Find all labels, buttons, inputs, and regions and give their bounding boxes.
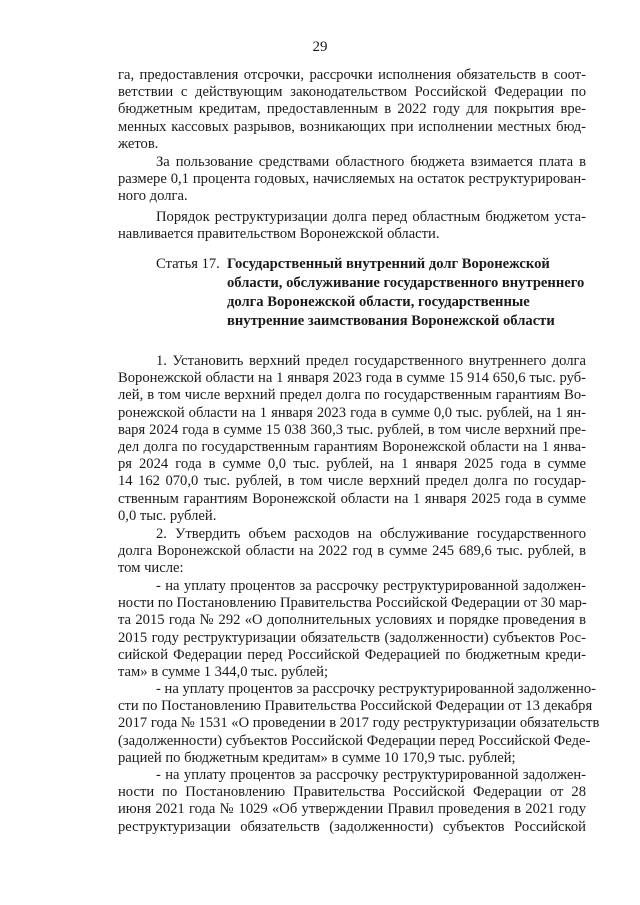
- article-title-line: области, обслуживание государственного внутреннего: [227, 275, 585, 291]
- text-line: та 2015 года № 292 «О дополнительных условиях и порядке проведения в: [118, 612, 586, 629]
- text-line: менных кассовых разрывов, возникающих при исполнении местных бюд-: [118, 118, 586, 135]
- text-line: - на уплату процентов за рассрочку реструктурированной задолженно-: [156, 681, 596, 697]
- text-line: га, предоставления отсрочки, рассрочки исполнения обязательств в соот-: [118, 67, 586, 83]
- text-line: лей, в том числе верхний предел долга по государственным гарантиям Во-: [118, 387, 586, 404]
- text-line: сти по Постановлению Правительства Российской Федерации от 13 декабря: [118, 698, 593, 715]
- text-line: там» в сумме 1 344,0 тыс. рублей;: [118, 663, 329, 680]
- clause-2-item-1: [118, 578, 586, 681]
- text-line: 2015 году реструктуризации обязательств (задолженности) субъектов Рос-: [118, 629, 586, 646]
- text-line: 14 162 070,0 тыс. рублей, в том числе верхний предел долга по государ-: [118, 473, 586, 490]
- article-label: Статья 17.: [156, 256, 220, 272]
- text-line: 0,0 тыс. рублей.: [118, 507, 217, 524]
- text-line: Порядок реструктуризации долга перед областным бюджетом уста-: [156, 209, 586, 225]
- text-line: Воронежской области на 1 января 2023 года в сумме 15 914 650,6 тыс. руб-: [118, 370, 586, 387]
- article-title-line: Государственный внутренний долг Воронежской: [227, 256, 550, 272]
- text-line: рацией по бюджетным кредитам» в сумме 10 170,9 тыс. рублей;: [118, 749, 516, 766]
- text-line: ря 2024 года в сумме 0,0 тыс. рублей, на 1 января 2025 года в сумме: [118, 456, 586, 473]
- text-line: жетов.: [118, 135, 159, 152]
- text-line: ности по Постановлению Правительства Российской Федерации от 28: [118, 784, 586, 801]
- clause-2: [118, 526, 586, 578]
- clause-1: [118, 353, 586, 525]
- paragraph-order: [118, 209, 586, 243]
- text-line: июня 2021 года № 1029 «Об утверждении Правил проведения в 2021 году: [118, 801, 586, 818]
- clause-2-item-3: [118, 767, 586, 836]
- text-line: - на уплату процентов за рассрочку реструктурированной задолжен-: [156, 578, 586, 594]
- text-line: размере 0,1 процента годовых, начисляемых на остаток реструктурирован-: [118, 171, 586, 188]
- text-line: дел долга по государственным гарантиям Воронежской области на 1 янва-: [118, 438, 586, 455]
- text-line: том числе:: [118, 560, 184, 577]
- text-line: ственным гарантиям Воронежской области на 1 января 2025 года в сумме: [118, 490, 586, 507]
- text-line: долга Воронежской области на 2022 год в сумме 245 689,6 тыс. рублей, в: [118, 543, 586, 560]
- text-line: варя 2024 года в сумме 15 038 360,3 тыс. рублей, в том числе верхний пре-: [118, 421, 586, 438]
- text-line: бюджетным кредитам, предоставленным в 2022 году для покрытия вре-: [118, 101, 586, 118]
- text-line: ного долга.: [118, 188, 188, 205]
- text-line: сийской Федерации перед Российской Федерацией по бюджетным креди-: [118, 646, 586, 663]
- text-line: ронежской области на 1 января 2023 года в сумме 0,0 тыс. рублей, на 1 ян-: [118, 404, 586, 421]
- text-line: ности по Постановлению Правительства Российской Федерации от 30 мар-: [118, 595, 587, 612]
- text-line: ветствии с действующим законодательством Российской Федерации по: [118, 84, 586, 101]
- paragraph-fee: [118, 154, 586, 206]
- page-number: 29: [312, 39, 328, 55]
- text-line: 2. Утвердить объем расходов на обслуживание государственного: [156, 526, 586, 542]
- text-line: 1. Установить верхний предел государственного внутреннего долга: [156, 353, 586, 369]
- article-title-line: внутренние заимствования Воронежской области: [227, 313, 555, 329]
- clause-2-item-2: [118, 681, 600, 767]
- text-line: (задолженности) субъектов Российской Федерации перед Российской Феде-: [118, 732, 591, 749]
- text-line: навливается правительством Воронежской области.: [118, 226, 440, 243]
- text-line: За пользование средствами областного бюджета взимается плата в: [156, 154, 586, 170]
- text-line: реструктуризации обязательств (задолженности) субъектов Российской: [118, 818, 586, 835]
- text-line: 2017 года № 1531 «О проведении в 2017 году реструктуризации обязательств: [118, 715, 600, 732]
- text-line: - на уплату процентов за рассрочку реструктурированной задолжен-: [156, 767, 586, 783]
- article-title-line: долга Воронежской области, государственные: [227, 294, 530, 310]
- article-title: [227, 255, 592, 331]
- paragraph-top: [118, 67, 586, 153]
